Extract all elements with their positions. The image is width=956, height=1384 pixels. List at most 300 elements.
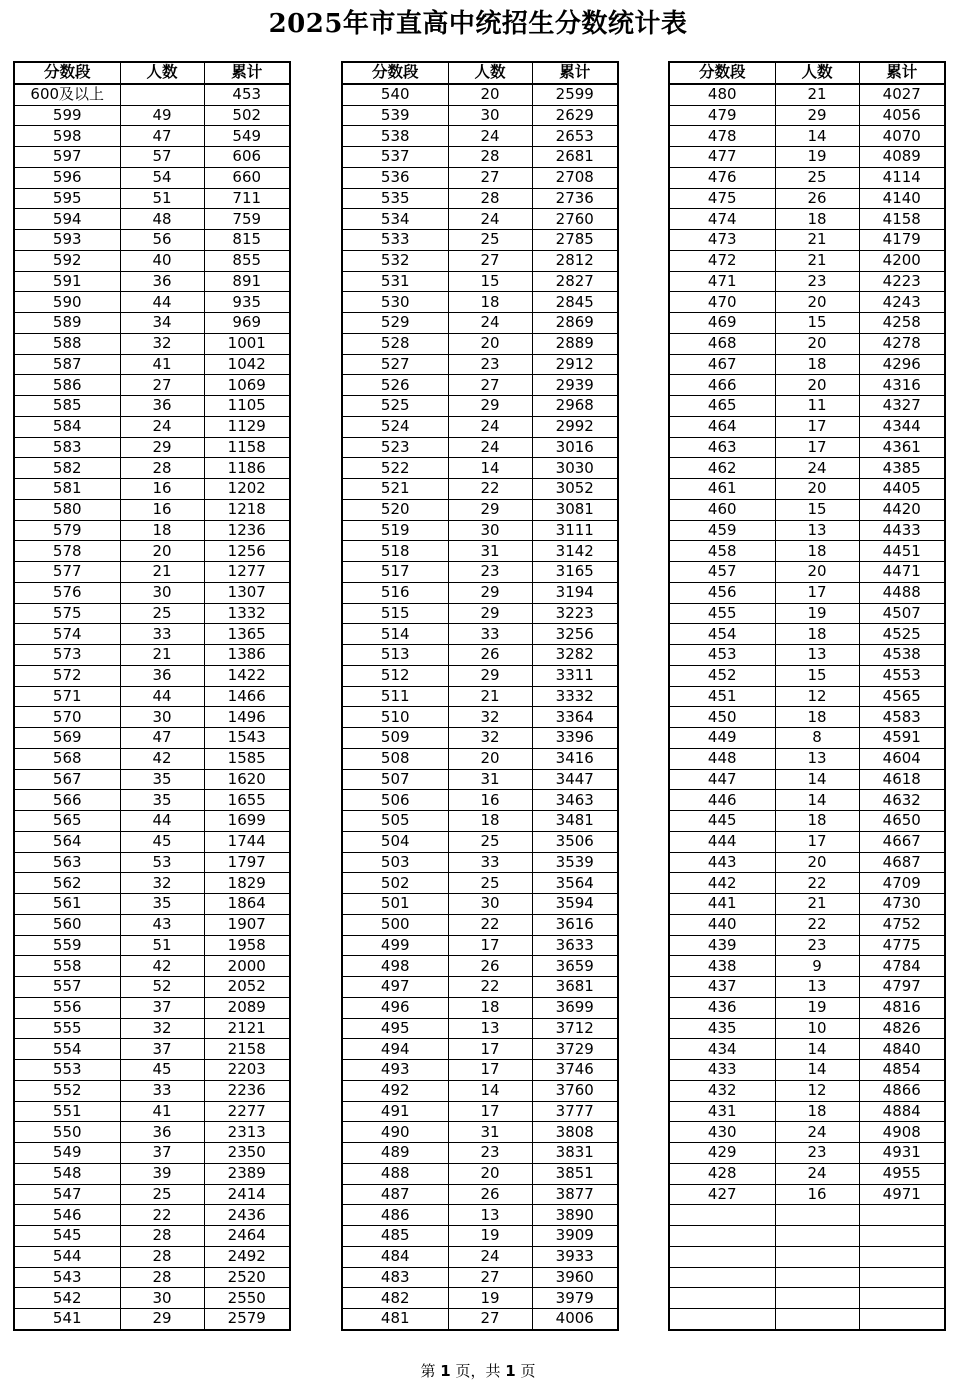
table-row — [342, 188, 618, 209]
cell-count: 17 — [448, 935, 532, 956]
cell-score-range: 450 — [669, 707, 775, 728]
cell-count: 25 — [448, 831, 532, 852]
cell-cumulative: 4971 — [859, 1184, 945, 1205]
table-row — [342, 831, 618, 852]
cell-count: 23 — [775, 271, 859, 292]
cell-count: 22 — [448, 479, 532, 500]
cell-score-range: 534 — [342, 209, 448, 230]
cell-cumulative: 4488 — [859, 582, 945, 603]
cell-score-range: 536 — [342, 167, 448, 188]
cell-count: 18 — [448, 997, 532, 1018]
cell-count — [775, 1226, 859, 1247]
table-row — [669, 935, 945, 956]
table-row — [342, 354, 618, 375]
header-count: 人数 — [448, 62, 532, 84]
cell-score-range: 545 — [14, 1226, 120, 1247]
table-row — [14, 1039, 290, 1060]
cell-count: 31 — [448, 1122, 532, 1143]
cell-cumulative: 1256 — [204, 541, 290, 562]
cell-count: 24 — [448, 126, 532, 147]
table-row — [14, 209, 290, 230]
table-row — [669, 1205, 945, 1226]
table-row — [669, 624, 945, 645]
cell-count: 17 — [448, 1060, 532, 1081]
cell-score-range: 519 — [342, 520, 448, 541]
cell-cumulative: 2653 — [532, 126, 618, 147]
cell-count: 28 — [120, 1246, 204, 1267]
table-row — [669, 977, 945, 998]
cell-cumulative: 1543 — [204, 728, 290, 749]
cell-cumulative: 4385 — [859, 458, 945, 479]
cell-cumulative: 1422 — [204, 665, 290, 686]
table-row — [342, 582, 618, 603]
table-row — [342, 873, 618, 894]
header-count: 人数 — [120, 62, 204, 84]
cell-cumulative: 1655 — [204, 790, 290, 811]
cell-score-range: 448 — [669, 748, 775, 769]
table-row — [669, 1288, 945, 1309]
cell-cumulative: 3416 — [532, 748, 618, 769]
cell-score-range: 504 — [342, 831, 448, 852]
cell-count: 44 — [120, 811, 204, 832]
header-count: 人数 — [775, 62, 859, 84]
cell-count: 13 — [775, 645, 859, 666]
cell-cumulative: 2520 — [204, 1267, 290, 1288]
cell-score-range: 559 — [14, 935, 120, 956]
cell-count: 43 — [120, 914, 204, 935]
cell-cumulative: 3111 — [532, 520, 618, 541]
cell-cumulative: 3311 — [532, 665, 618, 686]
table-row — [342, 1205, 618, 1226]
cell-score-range: 531 — [342, 271, 448, 292]
cell-cumulative: 4931 — [859, 1143, 945, 1164]
cell-score-range: 451 — [669, 686, 775, 707]
cell-cumulative — [859, 1205, 945, 1226]
table-row — [342, 811, 618, 832]
cell-cumulative: 4056 — [859, 105, 945, 126]
cell-count: 23 — [775, 1143, 859, 1164]
cell-count: 13 — [448, 1018, 532, 1039]
cell-score-range: 486 — [342, 1205, 448, 1226]
cell-count: 29 — [775, 105, 859, 126]
cell-score-range: 454 — [669, 624, 775, 645]
cell-count: 29 — [448, 665, 532, 686]
cell-count: 35 — [120, 894, 204, 915]
table-row — [14, 84, 290, 105]
header-score-range: 分数段 — [669, 62, 775, 84]
cell-count: 33 — [120, 624, 204, 645]
table-row — [342, 997, 618, 1018]
cell-count: 14 — [775, 1039, 859, 1060]
cell-count: 37 — [120, 1039, 204, 1060]
cell-count: 30 — [120, 707, 204, 728]
cell-count: 24 — [775, 458, 859, 479]
cell-score-range: 449 — [669, 728, 775, 749]
table-row — [14, 894, 290, 915]
cell-cumulative: 3052 — [532, 479, 618, 500]
cell-score-range: 589 — [14, 313, 120, 334]
cell-cumulative: 3364 — [532, 707, 618, 728]
cell-count: 22 — [448, 977, 532, 998]
cell-count: 32 — [120, 1018, 204, 1039]
cell-cumulative: 2785 — [532, 230, 618, 251]
cell-score-range: 433 — [669, 1060, 775, 1081]
cell-count: 15 — [448, 271, 532, 292]
table-row — [14, 126, 290, 147]
cell-score-range: 532 — [342, 250, 448, 271]
cell-score-range — [669, 1288, 775, 1309]
table-header-row — [14, 62, 290, 84]
table-row — [14, 562, 290, 583]
cell-count: 18 — [448, 811, 532, 832]
footer-page-number: 1 — [440, 1362, 451, 1380]
table-row — [342, 147, 618, 168]
cell-count: 14 — [448, 458, 532, 479]
cell-cumulative: 4618 — [859, 769, 945, 790]
table-row — [669, 250, 945, 271]
cell-score-range: 580 — [14, 499, 120, 520]
cell-count — [775, 1267, 859, 1288]
cell-count: 15 — [775, 499, 859, 520]
cell-cumulative: 4826 — [859, 1018, 945, 1039]
cell-count: 37 — [120, 997, 204, 1018]
footer-suffix: 页 — [520, 1362, 536, 1380]
cell-score-range: 435 — [669, 1018, 775, 1039]
cell-count: 26 — [448, 956, 532, 977]
cell-cumulative: 4687 — [859, 852, 945, 873]
table-row — [342, 209, 618, 230]
table-row — [14, 458, 290, 479]
cell-score-range: 427 — [669, 1184, 775, 1205]
cell-score-range: 584 — [14, 416, 120, 437]
cell-cumulative: 1105 — [204, 396, 290, 417]
cell-count: 41 — [120, 1101, 204, 1122]
cell-cumulative: 3890 — [532, 1205, 618, 1226]
cell-score-range: 491 — [342, 1101, 448, 1122]
cell-score-range: 490 — [342, 1122, 448, 1143]
table-row — [669, 811, 945, 832]
cell-score-range: 513 — [342, 645, 448, 666]
cell-cumulative: 4604 — [859, 748, 945, 769]
cell-score-range: 494 — [342, 1039, 448, 1060]
table-row — [669, 437, 945, 458]
cell-cumulative: 4006 — [532, 1309, 618, 1330]
header-cumulative: 累计 — [532, 62, 618, 84]
table-row — [669, 292, 945, 313]
cell-score-range: 479 — [669, 105, 775, 126]
cell-count: 49 — [120, 105, 204, 126]
cell-count — [775, 1309, 859, 1330]
cell-cumulative: 1829 — [204, 873, 290, 894]
cell-score-range: 596 — [14, 167, 120, 188]
cell-cumulative: 3831 — [532, 1143, 618, 1164]
table-row — [669, 188, 945, 209]
cell-count: 36 — [120, 396, 204, 417]
cell-cumulative: 3760 — [532, 1080, 618, 1101]
cell-cumulative: 1496 — [204, 707, 290, 728]
table-row — [342, 1122, 618, 1143]
table-row — [342, 1226, 618, 1247]
table-row — [14, 375, 290, 396]
table-row — [669, 354, 945, 375]
cell-count: 12 — [775, 686, 859, 707]
cell-score-range — [669, 1309, 775, 1330]
cell-count: 18 — [775, 811, 859, 832]
cell-count: 14 — [775, 1060, 859, 1081]
cell-cumulative: 4752 — [859, 914, 945, 935]
cell-score-range: 485 — [342, 1226, 448, 1247]
cell-score-range: 549 — [14, 1143, 120, 1164]
cell-cumulative: 1001 — [204, 333, 290, 354]
cell-score-range: 464 — [669, 416, 775, 437]
cell-count: 22 — [775, 873, 859, 894]
cell-cumulative: 4158 — [859, 209, 945, 230]
cell-score-range: 442 — [669, 873, 775, 894]
cell-cumulative: 2681 — [532, 147, 618, 168]
page-title: 2025年市直高中统招生分数统计表 — [268, 9, 688, 39]
cell-cumulative: 606 — [204, 147, 290, 168]
table-row — [669, 458, 945, 479]
cell-count: 18 — [775, 624, 859, 645]
cell-score-range: 474 — [669, 209, 775, 230]
table-row — [669, 645, 945, 666]
table-row — [14, 416, 290, 437]
table-row — [14, 105, 290, 126]
table-row — [14, 1267, 290, 1288]
table-row — [14, 188, 290, 209]
cell-score-range: 483 — [342, 1267, 448, 1288]
table-row — [14, 354, 290, 375]
cell-cumulative — [859, 1226, 945, 1247]
cell-count: 20 — [775, 333, 859, 354]
cell-score-range: 488 — [342, 1163, 448, 1184]
table-row — [342, 1246, 618, 1267]
table-row — [342, 1060, 618, 1081]
cell-count: 21 — [775, 250, 859, 271]
cell-count: 8 — [775, 728, 859, 749]
table-row — [14, 541, 290, 562]
cell-count: 39 — [120, 1163, 204, 1184]
cell-score-range: 590 — [14, 292, 120, 313]
cell-score-range: 540 — [342, 84, 448, 105]
cell-score-range: 517 — [342, 562, 448, 583]
cell-score-range: 588 — [14, 333, 120, 354]
table-row — [669, 416, 945, 437]
table-row — [14, 852, 290, 873]
cell-count: 20 — [775, 292, 859, 313]
cell-cumulative: 1158 — [204, 437, 290, 458]
cell-cumulative: 4884 — [859, 1101, 945, 1122]
cell-count: 19 — [448, 1288, 532, 1309]
cell-score-range: 551 — [14, 1101, 120, 1122]
cell-cumulative: 3447 — [532, 769, 618, 790]
cell-cumulative: 2464 — [204, 1226, 290, 1247]
cell-count: 18 — [448, 292, 532, 313]
table-row — [14, 1101, 290, 1122]
cell-score-range: 511 — [342, 686, 448, 707]
cell-score-range: 496 — [342, 997, 448, 1018]
cell-cumulative: 4538 — [859, 645, 945, 666]
cell-score-range: 522 — [342, 458, 448, 479]
cell-count: 23 — [448, 354, 532, 375]
table-row — [14, 479, 290, 500]
cell-cumulative: 3282 — [532, 645, 618, 666]
cell-score-range: 438 — [669, 956, 775, 977]
cell-count: 29 — [120, 1309, 204, 1330]
cell-count: 18 — [120, 520, 204, 541]
cell-count: 19 — [775, 603, 859, 624]
cell-score-range: 520 — [342, 499, 448, 520]
cell-count: 21 — [120, 562, 204, 583]
cell-cumulative: 3396 — [532, 728, 618, 749]
cell-count: 32 — [120, 333, 204, 354]
cell-cumulative: 1864 — [204, 894, 290, 915]
table-row — [669, 728, 945, 749]
cell-count: 28 — [448, 188, 532, 209]
cell-score-range: 515 — [342, 603, 448, 624]
cell-score-range: 499 — [342, 935, 448, 956]
cell-score-range: 571 — [14, 686, 120, 707]
table-row — [14, 935, 290, 956]
cell-count: 23 — [775, 935, 859, 956]
cell-score-range: 521 — [342, 479, 448, 500]
cell-score-range: 468 — [669, 333, 775, 354]
cell-score-range: 525 — [342, 396, 448, 417]
table-row — [342, 914, 618, 935]
cell-count: 27 — [448, 167, 532, 188]
table-row — [14, 977, 290, 998]
cell-count: 54 — [120, 167, 204, 188]
cell-cumulative: 815 — [204, 230, 290, 251]
cell-count: 11 — [775, 396, 859, 417]
table-row — [669, 1163, 945, 1184]
cell-cumulative: 1129 — [204, 416, 290, 437]
table-row — [342, 935, 618, 956]
cell-count: 48 — [120, 209, 204, 230]
cell-count: 42 — [120, 956, 204, 977]
cell-score-range: 475 — [669, 188, 775, 209]
table-row — [342, 728, 618, 749]
cell-score-range: 460 — [669, 499, 775, 520]
cell-cumulative: 3506 — [532, 831, 618, 852]
table-row — [14, 748, 290, 769]
cell-count: 25 — [448, 230, 532, 251]
table-row — [669, 1184, 945, 1205]
table-row — [342, 1184, 618, 1205]
cell-score-range: 481 — [342, 1309, 448, 1330]
cell-cumulative: 1958 — [204, 935, 290, 956]
cell-cumulative: 1332 — [204, 603, 290, 624]
cell-cumulative — [859, 1288, 945, 1309]
cell-cumulative: 1386 — [204, 645, 290, 666]
cell-score-range: 431 — [669, 1101, 775, 1122]
cell-count: 52 — [120, 977, 204, 998]
cell-cumulative: 3256 — [532, 624, 618, 645]
cell-score-range: 493 — [342, 1060, 448, 1081]
cell-score-range: 457 — [669, 562, 775, 583]
table-row — [14, 1226, 290, 1247]
table-row — [669, 707, 945, 728]
table-row — [342, 1039, 618, 1060]
table-row — [342, 84, 618, 105]
cell-cumulative: 1069 — [204, 375, 290, 396]
cell-score-range: 538 — [342, 126, 448, 147]
table-row — [669, 1226, 945, 1247]
cell-cumulative: 4179 — [859, 230, 945, 251]
cell-cumulative: 4816 — [859, 997, 945, 1018]
cell-cumulative: 453 — [204, 84, 290, 105]
cell-count: 21 — [120, 645, 204, 666]
cell-cumulative: 3699 — [532, 997, 618, 1018]
cell-cumulative: 1365 — [204, 624, 290, 645]
table-row — [14, 1018, 290, 1039]
cell-cumulative: 2968 — [532, 396, 618, 417]
cell-cumulative: 4730 — [859, 894, 945, 915]
cell-score-range: 573 — [14, 645, 120, 666]
table-row — [669, 790, 945, 811]
cell-score-range: 432 — [669, 1080, 775, 1101]
score-table-2 — [341, 61, 619, 1331]
cell-cumulative: 2760 — [532, 209, 618, 230]
cell-count: 51 — [120, 188, 204, 209]
cell-cumulative: 549 — [204, 126, 290, 147]
table-row — [342, 686, 618, 707]
cell-score-range: 505 — [342, 811, 448, 832]
cell-score-range — [669, 1246, 775, 1267]
header-cumulative: 累计 — [859, 62, 945, 84]
table-row — [14, 1080, 290, 1101]
cell-cumulative: 4405 — [859, 479, 945, 500]
cell-score-range: 434 — [669, 1039, 775, 1060]
table-row — [14, 520, 290, 541]
table-row — [14, 147, 290, 168]
cell-score-range: 497 — [342, 977, 448, 998]
cell-score-range: 523 — [342, 437, 448, 458]
cell-score-range: 556 — [14, 997, 120, 1018]
header-score-range: 分数段 — [342, 62, 448, 84]
cell-count: 27 — [448, 250, 532, 271]
cell-count: 32 — [448, 728, 532, 749]
cell-count: 15 — [775, 665, 859, 686]
cell-score-range: 509 — [342, 728, 448, 749]
cell-cumulative: 3681 — [532, 977, 618, 998]
cell-count: 25 — [448, 873, 532, 894]
table-row — [342, 313, 618, 334]
cell-cumulative: 4507 — [859, 603, 945, 624]
table-header-row — [342, 62, 618, 84]
cell-score-range: 526 — [342, 375, 448, 396]
cell-cumulative: 4583 — [859, 707, 945, 728]
cell-count: 36 — [120, 1122, 204, 1143]
cell-score-range — [669, 1205, 775, 1226]
cell-score-range: 471 — [669, 271, 775, 292]
cell-count: 12 — [775, 1080, 859, 1101]
cell-score-range: 546 — [14, 1205, 120, 1226]
cell-count — [775, 1205, 859, 1226]
cell-count: 21 — [775, 894, 859, 915]
score-table-1 — [13, 61, 291, 1331]
cell-cumulative: 2000 — [204, 956, 290, 977]
cell-cumulative: 4200 — [859, 250, 945, 271]
table-row — [14, 499, 290, 520]
cell-cumulative: 3777 — [532, 1101, 618, 1122]
table-row — [669, 271, 945, 292]
cell-cumulative: 3960 — [532, 1267, 618, 1288]
cell-score-range: 592 — [14, 250, 120, 271]
table-row — [342, 437, 618, 458]
cell-cumulative: 2827 — [532, 271, 618, 292]
cell-cumulative: 4553 — [859, 665, 945, 686]
